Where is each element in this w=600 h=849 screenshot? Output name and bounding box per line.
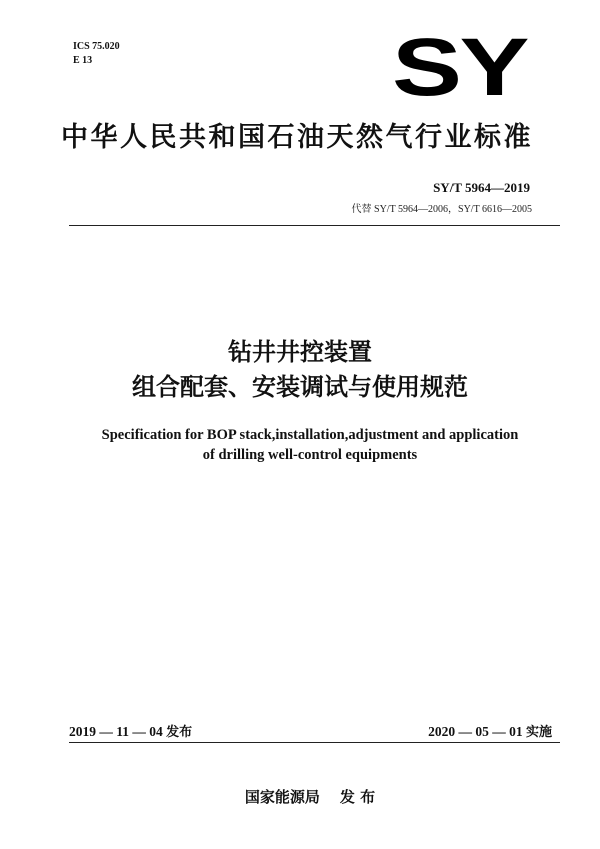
- organization-title: 中华人民共和国石油天然气行业标准: [61, 122, 533, 153]
- ccs-code: E 13: [73, 55, 93, 66]
- implementation-date: 2020 — 05 — 01: [428, 724, 523, 739]
- top-divider: [69, 225, 560, 226]
- ics-code: ICS 75.020: [73, 41, 120, 52]
- implementation-label: 实施: [525, 725, 552, 740]
- replaces-standards: 代替 SY/T 5964—2006，SY/T 6616—2005: [351, 204, 532, 215]
- chinese-title-line-1: 钻井井控装置: [228, 338, 372, 366]
- english-title-line-2: of drilling well-control equipments: [202, 447, 418, 463]
- bottom-divider: [69, 742, 560, 743]
- issue-label: 发布: [166, 725, 193, 740]
- chinese-title-line-2: 组合配套、安装调试与使用规范: [132, 373, 468, 401]
- classification-codes: [73, 40, 120, 68]
- issuer-line: [0, 786, 600, 807]
- english-title-line-1: Specification for BOP stack,installation,adjustment and application: [101, 427, 519, 443]
- sy-logo: SY: [392, 22, 527, 113]
- standard-number: SY/T 5964—2019: [433, 180, 530, 195]
- issuer-action: 发 布: [339, 788, 376, 806]
- issue-date-block: [69, 721, 192, 740]
- issuer-name: 国家能源局: [244, 788, 320, 806]
- implementation-date-block: [428, 721, 552, 740]
- issue-date: 2019 — 11 — 04: [69, 724, 163, 739]
